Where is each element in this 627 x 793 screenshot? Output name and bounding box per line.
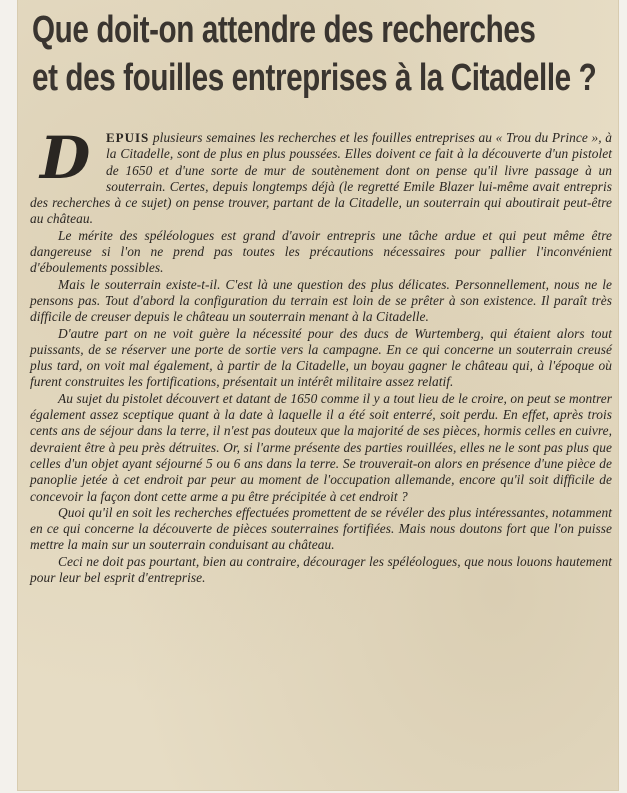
headline	[32, 8, 612, 100]
headline-line-2: et des fouilles entreprises à la Citadelle ?	[32, 57, 597, 99]
article-body	[30, 124, 612, 586]
paragraph: D'autre part on ne voit guère la nécessité pour des ducs de Wurtemberg, qui étaient alors tout puissants, de se réserver une porte de sortie vers la campagne. En ce qui concerne un souterrain creusé plus tard, on voit mal également, à partir de la Citadelle, un boyau gagner le château qui, à l'époque où furent construites les fortifications, présentait un intérêt militaire assez relatif.	[30, 325, 612, 390]
lead-caps: EPUIS	[106, 130, 150, 145]
headline-line-1: Que doit-on attendre des recherches	[32, 9, 536, 51]
paragraph: Au sujet du pistolet découvert et datant de 1650 comme il y a tout lieu de le croire, on peut se montrer également assez sceptique quant à la date à laquelle il a été soit enterré, soit perdu. En effet, après trois cents ans de séjour dans la terre, il n'est pas douteux que la majorité de ses pièces, hormis celles en cuivre, devraient être à peu près détruites. Or, si l'arme présente des parties rouillées, elles ne le sont pas plus que celles d'un objet ayant séjourné 5 ou 6 ans dans la terre. Se trouverait-on alors en présence d'une pièce de panoplie jetée à cet endroit par peur au moment de l'occupation allemande, encore qu'il soit difficile de concevoir la façon dont cette arme a pu être précipitée à cet endroit ?	[30, 390, 612, 504]
paragraph: Le mérite des spéléologues est grand d'avoir entrepris une tâche ardue et qui peut même être dangereuse si l'on ne prend pas toutes les précautions nécessaires pour pallier l'inconvénient d'éboulements possibles.	[30, 227, 612, 276]
paragraph: Quoi qu'il en soit les recherches effectuées promettent de se révéler des plus intéressantes, notamment en ce qui concerne la découverte de pièces souterraines fortifiées. Mais nous doutons fort que l'on puisse mettre la main sur un souterrain conduisant au château.	[30, 504, 612, 553]
newspaper-clipping	[18, 0, 618, 790]
paragraph: Mais le souterrain existe-t-il. C'est là une question des plus délicates. Personnellement, nous ne le pensons pas. Tout d'abord la configuration du terrain est loin de se prêter à son existence. Il paraît très difficile de creuser depuis le château un souterrain menant à la Citadelle.	[30, 276, 612, 325]
lead-paragraph	[30, 124, 612, 228]
paragraph: Ceci ne doit pas pourtant, bien au contraire, décourager les spéléologues, que nous louons hautement pour leur bel esprit d'entreprise.	[30, 553, 612, 586]
lead-text: plusieurs semaines les recherches et les fouilles entreprises au « Trou du Prince », à la Citadelle, sont de plus en plus poussées. Elles doivent ce fait à la découverte d'un pistolet de 1650 et d'une sorte de mur de soutènement dont on pense qu'il livre passage à un souterrain. Certes, depuis longtemps déjà (le regretté Emile Blazer lui-même avait entrepris des recherches à ce sujet) on pense trouver, partant de la Citadelle, un souterrain qui aboutirait peut-être au château.	[30, 130, 612, 227]
drop-cap: D	[40, 124, 91, 192]
